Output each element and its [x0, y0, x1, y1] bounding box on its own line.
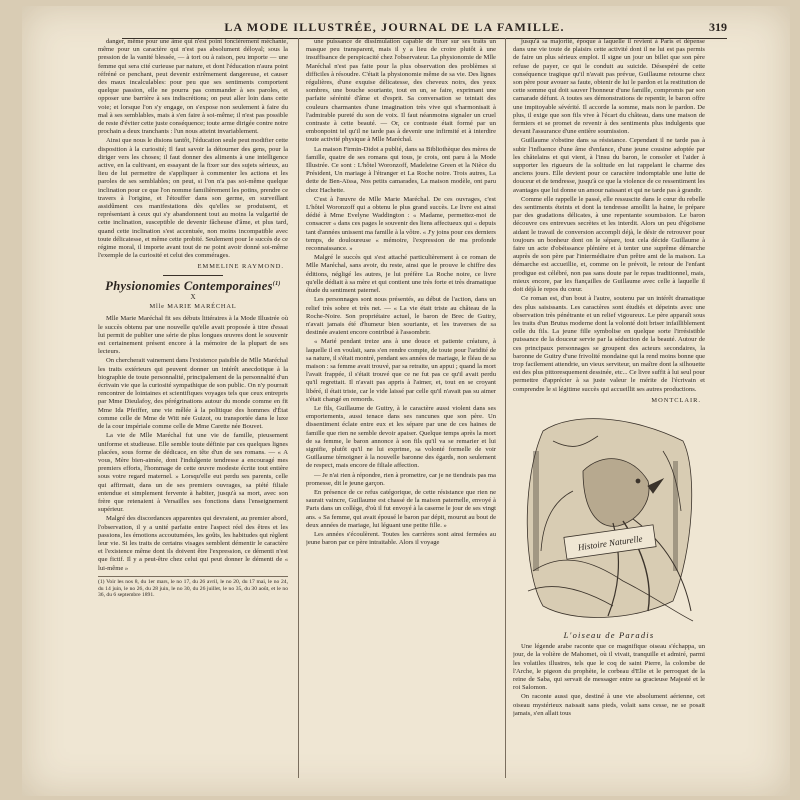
bird-of-paradise-illustration: [513, 411, 705, 629]
paragraph: En présence de ce refus catégorique, de cette résistance que rien ne saurait vaincre, Guillaume est chassé de la maison paternelle, envoyé à Paris dans un collège, d'où il fut envoyé à la caserne le jour de ses vingt ans. « Sa femme, qui avait épousé le baron par dépit, mourut au bout de deux années de mariage, lui léguant une petite fille. »: [306, 488, 496, 529]
paragraph: Les personnages sont nous présentés, au début de l'action, dans un relief très sobre et très net. — « La vie était triste au château de la Roche-Noire. Son propriétaire actuel, le baron de Brec de Guitry, n'avait jamais été d'humeur bien souriante, et les traverses de sa destinée avaient encore contribué à l'assombrir.: [306, 296, 496, 337]
section-divider: [163, 275, 223, 276]
paragraph: — Je n'ai rien à répondre, rien à promettre, car je ne tiendrais pas ma promesse, dit le jeune garçon.: [306, 471, 496, 487]
paragraph: Malgré le succès qui s'est attaché particulièrement à ce roman de Mlle Maréchal, sans avoir, du reste, ainsi que le prouve le chiffre des éditions, négligé les autres, je lui préfère La Roche noire, ce livre qu'elle dédiait à sa mère et qui contient une très forte et très dramatique étude du sentiment paternel.: [306, 254, 496, 295]
paragraph: Mlle Marie Maréchal fit ses débuts littéraires à la Mode Illustrée où le succès obtenu par une nouvelle qu'elle avait proposée à titre d'essai lui permit de publier une série de plus longues œuvres dont le souvenir est certainement présent encore à la mémoire de la plupart de ses lecteurs.: [98, 315, 288, 356]
section-title: [98, 278, 288, 293]
article-signature: MONTCLAIR.: [651, 396, 701, 404]
footnote-marker: (1): [272, 280, 281, 287]
section-number: X: [190, 293, 196, 302]
paragraph: Une légende arabe raconte que ce magnifique oiseau s'échappa, un jour, de la volière de Mahomet, où il vivait, tranquille et admiré, parmi les volatiles illustres, tels que le coq de saint Pierre, la colombe de l'Arche, le pigeon du prophète, le corbeau d'Elie et le perroquet de la reine de Saba, qui servait de messager entre sa gracieuse Majesté et le roi Salomon.: [513, 643, 705, 692]
paragraph: Les années s'écoulèrent. Toutes les carrières sont ainsi fermées au jeune baron par ce père intraitable. Alors il voyage: [306, 530, 496, 547]
paragraph: Le fils, Guillaume de Guitry, à le caractère aussi violent dans ses emportements, aussi tenace dans ses rancunes que son père. Un dissentiment éclate entre eux et les sépare par une de ces haines de famille que rien ne semble devoir apaiser. Quelque temps après la mort de sa femme, le baron annonce à son fils qu'il va se remarier et lui signifie, plutôt qu'il ne lui exprime, sa volonté formelle de voir Guillaume témoigner à la nouvelle baronne des égards, non seulement de respect, mais encore de filiale affection.: [306, 404, 496, 470]
paragraph: La vie de Mlle Maréchal fut une vie de famille, pieusement uniforme et studieuse. Elle semble toute définie par ces quelques lignes placées, sous forme de dédicace, en tête d'un de ses romans. — « A vous, Mère bien-aimée, dont l'indulgente tendresse a encouragé mes premiers efforts, l'hommage de cette œuvre modeste écrite tout entière sous votre regard maternel. » Lorsqu'elle eut perdu ses parents, celle qui affirmait, dans un de ses premiers ouvrages, sa piété filiale entendue et simplement fervente à habiter, jusqu'à sa mort, avec son frère que retenaient à Versailles ses fonctions dans l'enseignement supérieur.: [98, 432, 288, 514]
paragraph: C'est à l'œuvre de Mlle Marie Maréchal. De ces ouvrages, c'est L'hôtel Woronzoff qui a obtenu le plus grand succès. Le livre est ainsi dédié à Mme Evelyne Waddington : « Madame, permettez-moi de consacrer « dans ces pages le souvenir des liens affectueux qui « depuis tant d'années unissent ma famille à la vôtre. « J'y joins pour ces derniers temps, de douloureuse « mémoire, l'expression de ma profonde reconnaissance. »: [306, 195, 496, 253]
footnote: (1) Voir les nos 8, du 1er mars, le no 17, du 26 avril, le no 20, du 17 mai, le no 24, du 14 juin, le no 26, du 28 juin, le no 30, du 26 juillet, le no 35, du 30 août, et le no 36, du 6 septembre 1891.: [98, 576, 288, 599]
illustration-caption: L'oiseau de Paradis: [563, 629, 655, 640]
section-subject: Mlle MARIE MARÉCHAL: [149, 303, 237, 311]
paragraph: La maison Firmin-Didot a publié, dans sa Bibliothèque des mères de famille, quatre de ses romans qui tous, je crois, ont paru à la Mode Illustrée. Ce sont : L'hôtel Woronzoff, Madeleine Green et la Nièce du Président, Un mariage à l'étranger et La Roche noire. Trois autres, La dette de Ben-Aïssa, Nos petits camarades, La maison modèle, ont paru chez Hachette.: [306, 145, 496, 194]
paragraph: jusqu'à sa majorité, époque à laquelle il revient à Paris et dépense dans une vie toute de plaisirs cette activité dont il ne lui est pas permis de faire un plus sérieux emploi. Il signe un jour un billet que son père refuse de payer, ce qui le conduit au suicide. Désespéré de cette conséquence tragique qu'il n'avait pas prévue, Guillaume retourne chez son père pour avouer sa faute, obtenir de lui le pardon et la restitution de cette somme qui doit sauver l'honneur d'une famille, compromis par son camarade défunt. A toutes ses démonstrations de repentir, le baron offre une impitoyable sévérité. Il accorde la somme, mais non le pardon. De plus, il exige que son fils vive à l'écart du château, dans une maison de fermiers et se promet de revenir à des sentiments plus indulgents que devant l'assurance d'une entière soumission.: [513, 38, 705, 136]
page-number: 319: [709, 20, 727, 34]
paragraph: une puissance de dissimulation capable de fixer sur ses traits un masque peu transparent, mais il y a lieu de croire plutôt à une insuffisance de perspicacité chez l'observateur. La physionomie de Mlle Maréchal n'est pas faite pour la plus observation des problèmes si difficiles à résoudre. C'était la physionomie même de sa vie. Des lignes régulières, d'une exquise délicatesse, des cheveux noirs, des yeux sombres, une bouche souriante, tout en un, se faire, exprimant une parfaite sérénité d'âme et d'esprit. Sa conversation se teintait des couleurs charmantes d'une imagination très vive qui s'harmonisait à l'admirable pureté du son de voix. Il faut néanmoins signaler un cruel contraste à cette beauté. — Or, ce contraste était formé par un embonpoint tel qu'il ne tarde pas à devenir une infirmité et à interdire toute activité physique à Mlle Maréchal.: [306, 38, 496, 144]
column-rule-left: [298, 38, 299, 778]
paragraph: Comme elle rappelle le passé, elle ressuscite dans le cœur du rebelle des sentiments éteints et dont la tendresse amollit la haine, le prépare par des gradations délicates, à une repentante soumission. Le baron découvre ces entrevues secrètes et les interdit. Alors un peu d'égoïsme aidant le travail de conversion accompli déjà, le désir de retrouver pour toujours un bonheur dont on le sépare, tout cela décide Guillaume à faire un acte d'obéissance plénière et à tenter une suprême démarche auprès de son père par l'intermédiaire d'un prêtre ami de la maison. La démarche est accueillie, et, comme on le prévoit, le retour de l'enfant prodigue est célébré, non pas sans doute par le repas traditionnel, mais, mieux encore, par les fiançailles de Guillaume avec celle à laquelle il doit déjà le repos du cœur.: [513, 195, 705, 294]
page-header: [122, 20, 727, 39]
column-right: [513, 38, 705, 783]
running-title: LA MODE ILLUSTRÉE, JOURNAL DE LA FAMILLE.: [224, 20, 565, 34]
column-left: [98, 38, 288, 783]
section-title-text: Physionomies Contemporaines: [105, 278, 273, 293]
illustration-label: Histoire Naturelle: [577, 533, 644, 553]
paragraph: Malgré des discordances apparentes qui devraient, au premier abord, l'observation, il y a unité parfaite entre l'aspect réel des êtres et les passions, les émotions accoutumées, les goûts, les habitudes qui règlent leur vie. Si les traits de certains visages semblent démentir le caractère et l'existence même dont ils doivent être l'expression, ce démenti n'est que fictif. Il y a peut-être chez celui qui peut donner le démenti de « lui-même »: [98, 515, 288, 572]
paragraph: On chercherait vainement dans l'existence paisible de Mlle Maréchal les traits extérieurs qui peuvent donner un intérêt anecdotique à la biographie de toute personnalité, principalement de la personnalité d'un écrivain vie que la curiosité sympathique de son public. On n'y pourrait rencontrer de lointaines et scientifiques voyages tels que ceux entrepris par Mme Dieulafoy, des pérégrinations autour du monde comme en fit Mme Ida Pfeiffer, une vie mêlée à la politique des hommes d'État comme celle de Mme de Witt née Guizot, ou transportée dans le luxe de la cour impériale comme celle de Mme Carette née Bouvet.: [98, 357, 288, 431]
column-rule-right: [505, 38, 506, 778]
paragraph: On raconte aussi que, destiné à une vie absolument aérienne, cet oiseau mystérieux naissait sans pieds, volait sans cesse, ne se posait jamais, s'en allait tous: [513, 693, 705, 717]
engraving-image: [513, 411, 705, 629]
article-signature: EMMELINE RAYMOND.: [197, 263, 284, 271]
column-middle: [306, 38, 496, 783]
paragraph: Ainsi que nous le disions tantôt, l'éducation seule peut modifier cette disposition à la curiosité; Il faut savoir la détourner des gens, pour la diriger vers les choses; il faut donner des aliments à une intelligence active, en la cultivant, en essayant de la fixer sur des sujets sérieux, au lieu de lui permettre de s'appliquer à commenter les actions et les paroles de ses semblables; on peut, si l'on n'a pas soi-même quelque inclination pour ce que l'on nomme familièrement les potins, prendre ce travers à l'origine, et l'étouffer dans son germe, en surveillant assidûment ces manifestations dès qu'elles se produisent, et représentant à ceux qui s'y abandonnent tout au moins la vulgarité de cette inclination, susceptible de devenir fâcheuse d'âme, et plus tard, quand cette inclination s'est accentuée, non moins incompatible avec toute délicatesse, et même cette probité. Seulement pour le succès de ce régime moral, il importe avant tout de ne point avoir donné soi-même l'exemple de la curiosité et celui des commérages.: [98, 137, 288, 260]
paragraph: Guillaume s'obstine dans sa résistance. Cependant il ne tarde pas à subir l'influence d'une âme d'enfance, d'une jeune cousine adoptée par les châtelains et qui vient, à l'insu du baron, le consoler et l'aider à supporter les rigueurs de la solitude en lui rappelant le charme des anciens jours. Elle devient pour ce caractère indomptable une lutte de douceur et de tendresse, jusqu'à ce que la violence de ce ressentiment les avantages que lui donne un amour naissant et qui ne tarde pas à grandir.: [513, 137, 705, 194]
paragraph: Ce roman est, d'un bout à l'autre, soutenu par un intérêt dramatique des plus saisissants. Les caractères sont étudiés et dépeints avec une observation très pénétrante et un relief vigoureux. Le père apparaît sous les traits d'un Brutus moderne dont la volonté doit briser infailliblement celle du fils. La jeune fille symbolise en quelque sorte l'irrésistible puissance de la douceur servie par la séduction de la beauté. Autour de ces principaux personnages se groupent des acteurs secondaires, la baronne de Guitry d'une frivolité mondaine qui la rend moins bonne que trop facilement attendrie, un vieux serviteur, un maître dont la silhouette est des plus pittoresquement dessinée, etc... Ce livre suffit à lui seul pour permettre d'apprécier à sa juste valeur le mérite de l'écrivain et comprendre le si légitime succès qui accueillit ses autres productions.: [513, 295, 705, 393]
paragraph: danger, même pour une âme qui n'est point foncièrement méchante, même pour un caractère qui n'est pas absolument déloyal; sous la pression de la vanité blessée, — à tort ou à raison, peu importe — une femme qui sera cité curieuse par nature, et dont l'éducation n'aura point réfréné ce penchant, peut devenir extrêmement dangereuse, et causer des maux incalculables: pour peu que ses sentiments comportent quelque passion, elle ne pourra pas commander à ses paroles, et opposer une barrière à ses indiscrétions; on peut aller loin dans cette voie; et lorsque l'on s'y engage, on s'expose non seulement à faire du mal à ses semblables, mais à s'en faire à soi-même; il n'est pas possible de reste d'éviter cette juste conséquence; toute arme dirigée contre notre prochain a deux tranchants : l'un nous atteint invariablement.: [98, 38, 288, 136]
paragraph: « Marié pendant treize ans à une douce et patiente créature, à laquelle il en voulait, sans s'en rendre compte, de toute pour l'aridité de sa nature, il s'était montré, pendant ses années de mariage, le fléau de sa maison : sa femme avait trouvé, par sa retraite, un appui ; quand la mort l'avait frappée, il s'était trouvé que ce ne fut pas ce qu'il avait perdu qu'il regrettait. Il n'avait pas appris à l'aimer, et, tout en se croyant libéré, il était triste, car le vide laissé par celle qu'il n'avait pas su aimer s'était changé en remords.: [306, 338, 496, 403]
